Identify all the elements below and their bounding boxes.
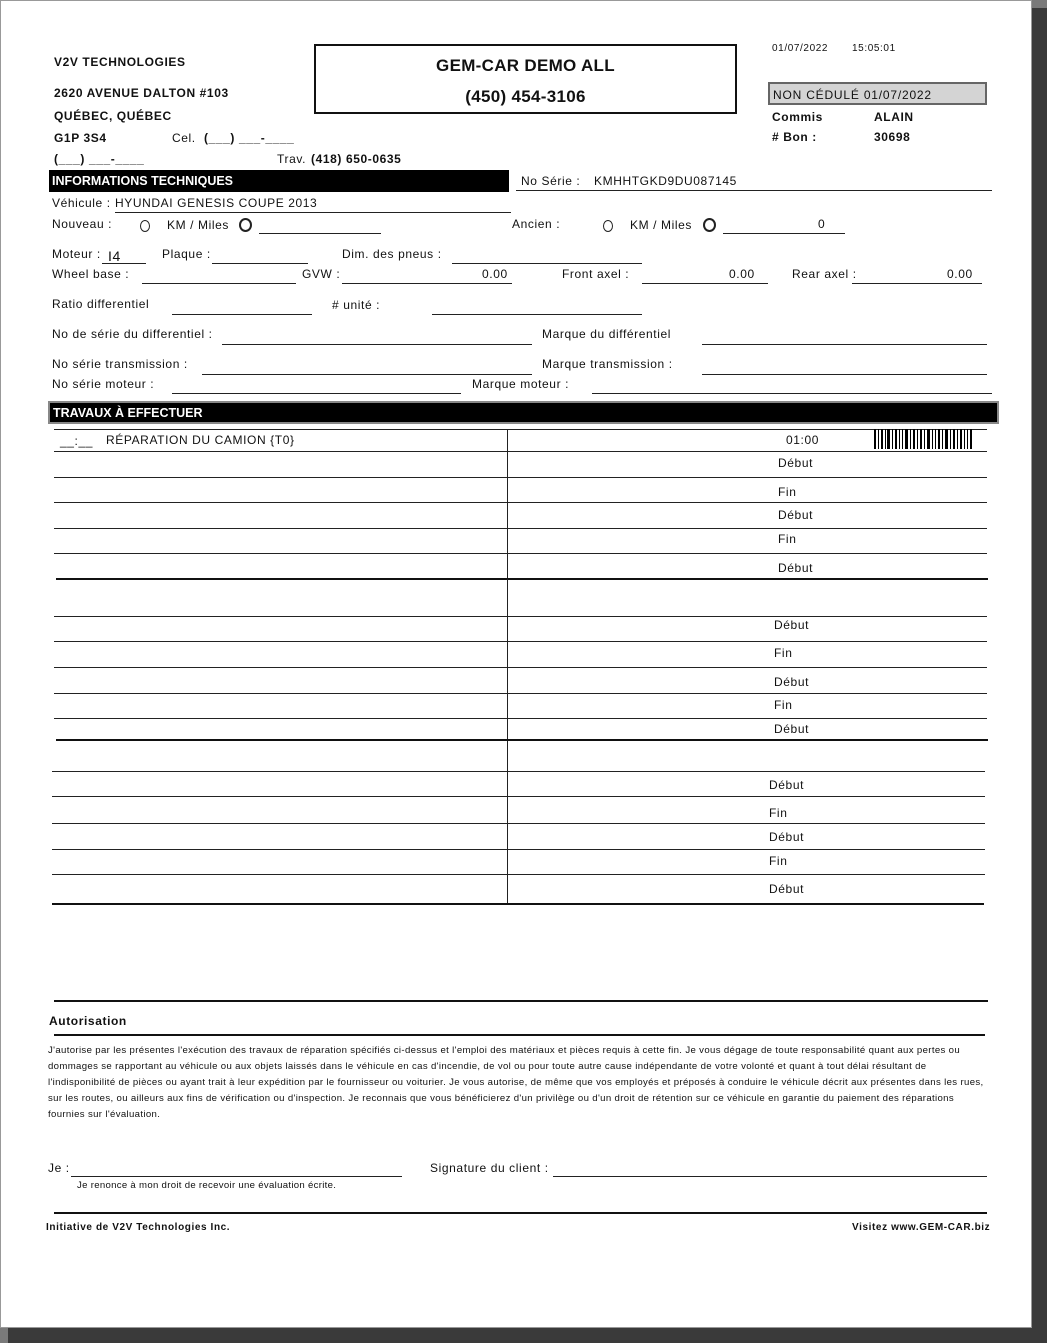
fin-label: Fin <box>769 806 788 820</box>
front-axel-value: 0.00 <box>729 267 755 281</box>
cel-value: (___) ___-____ <box>204 131 295 145</box>
ancien-value: 0 <box>818 217 826 231</box>
work-block-separator <box>56 739 988 741</box>
fin-label: Fin <box>778 485 797 499</box>
tech-info-header <box>49 170 509 192</box>
work-divider-2 <box>507 579 508 741</box>
task-description: RÉPARATION DU CAMION {T0} <box>106 433 295 447</box>
debut-label: Début <box>769 830 805 844</box>
gvw-value: 0.00 <box>482 267 508 281</box>
task-time: __:__ <box>60 434 94 448</box>
plaque-underline <box>212 263 308 264</box>
nouveau-radio-icon <box>140 220 150 232</box>
company-address: 2620 AVENUE DALTON #103 <box>54 86 229 100</box>
cel-label: Cel. <box>172 131 196 145</box>
rear-axel-label: Rear axel : <box>792 267 857 281</box>
tech-info-header-label: INFORMATIONS TECHNIQUES <box>52 174 234 188</box>
auth-title: Autorisation <box>49 1014 127 1028</box>
front-axel-underline <box>642 283 768 284</box>
front-axel-label: Front axel : <box>562 267 630 281</box>
fin-label: Fin <box>778 532 797 546</box>
debut-label: Début <box>774 722 810 736</box>
work-row-line <box>52 874 985 875</box>
trans-serial-label: No série transmission : <box>52 357 188 371</box>
ancien-underline <box>723 233 845 234</box>
moteur-label: Moteur : <box>52 247 101 261</box>
engine-serial-label: No série moteur : <box>52 377 155 391</box>
work-row-line <box>54 477 987 478</box>
work-row-line <box>52 796 985 797</box>
nouveau-km-radio-icon <box>239 218 252 232</box>
fin-label: Fin <box>769 854 788 868</box>
vehicle-value: HYUNDAI GENESIS COUPE 2013 <box>115 196 318 210</box>
auth-top-rule <box>54 1000 988 1002</box>
auth-title-rule <box>54 1034 985 1036</box>
debut-label: Début <box>769 778 805 792</box>
trans-serial-underline <box>202 374 532 375</box>
barcode-icon <box>874 429 972 449</box>
je-label: Je : <box>48 1161 70 1175</box>
work-row-line <box>54 528 987 529</box>
dealer-phone: (450) 454-3106 <box>465 87 586 106</box>
diff-brand-label: Marque du différentiel <box>542 327 672 341</box>
task-hours: 01:00 <box>786 433 820 447</box>
diff-brand-underline <box>702 344 987 345</box>
ancien-radio-icon <box>603 220 613 232</box>
ratio-underline <box>172 314 312 315</box>
nouveau-label: Nouveau : <box>52 217 113 231</box>
engine-brand-underline <box>592 393 992 394</box>
wheelbase-label: Wheel base : <box>52 267 130 281</box>
company-postal: G1P 3S4 <box>54 131 107 145</box>
serial-underline <box>516 190 992 191</box>
work-header <box>48 401 999 424</box>
status-text: NON CÉDULÉ 01/07/2022 <box>773 88 932 102</box>
footer-right: Visitez www.GEM-CAR.biz <box>852 1222 991 1233</box>
moteur-underline <box>102 263 146 264</box>
dealer-name: GEM-CAR DEMO ALL <box>436 56 615 75</box>
work-row-line <box>52 771 985 772</box>
work-row-line <box>52 823 985 824</box>
footer-rule <box>54 1212 987 1214</box>
work-row-line <box>54 718 987 719</box>
gvw-label: GVW : <box>302 267 341 281</box>
debut-label: Début <box>774 675 810 689</box>
signature-label: Signature du client : <box>430 1161 549 1175</box>
work-row-line <box>54 693 987 694</box>
print-date: 01/07/2022 <box>772 43 829 54</box>
fin-label: Fin <box>774 646 793 660</box>
vehicle-label: Véhicule : <box>52 196 111 210</box>
print-time: 15:05:01 <box>852 43 896 54</box>
nouveau-underline <box>259 233 381 234</box>
work-row-line <box>54 616 987 617</box>
footer-left: Initiative de V2V Technologies Inc. <box>46 1222 231 1233</box>
engine-brand-label: Marque moteur : <box>472 377 570 391</box>
fin-label: Fin <box>774 698 793 712</box>
work-header-label: TRAVAUX À EFFECTUER <box>53 405 203 420</box>
debut-label: Début <box>778 456 814 470</box>
trav-value: (418) 650-0635 <box>311 152 402 166</box>
work-row-line <box>54 641 987 642</box>
commis-value: ALAIN <box>874 110 914 124</box>
serial-value: KMHHTGKD9DU087145 <box>594 174 737 188</box>
bon-label: # Bon : <box>772 130 817 144</box>
ancien-km-radio-icon <box>703 218 716 232</box>
trans-brand-underline <box>702 374 987 375</box>
work-row-line <box>54 451 987 452</box>
auth-text: J'autorise par les présentes l'exécution des travaux de réparation spécifiés ci-dessus et l'emploi des matériaux et pièces requis à cette fin. Je vous dégage de toute responsabilité quant aux pertes ou dommages se rapportant au véhicule ou aux objets laissés dans le véhicule en cas d'incendie, de vol ou pour toute autre cause indépendante de votre volonté et quant à tout délai résultant de l'indisponibilité de pièces ou ayant trait à leur expédition par le fournisseur ou voiturier. Je vous autorise, de même que vos employés et préposés à conduire le véhicule décrit aux présentes dans les rues, sur les routes, ou ailleurs aux fins de vérification ou d'inspection. Je reconnais que vous bénéficierez d'un privilège ou d'un droit de rétention sur ce véhicule en garantie du paiement des réparations fournies sur l'évaluation. <box>48 1045 984 1120</box>
waiver-text: Je renonce à mon droit de recevoir une évaluation écrite. <box>77 1180 337 1191</box>
company-city: QUÉBEC, QUÉBEC <box>54 109 172 123</box>
bon-value: 30698 <box>874 130 911 144</box>
ancien-label: Ancien : <box>512 217 561 231</box>
plaque-label: Plaque : <box>162 247 211 261</box>
work-row-line <box>54 667 987 668</box>
je-underline <box>71 1176 402 1177</box>
diff-serial-underline <box>222 344 532 345</box>
work-row-line <box>54 429 987 430</box>
dealer-box <box>314 44 737 114</box>
work-block-separator <box>56 578 988 580</box>
engine-serial-underline <box>172 393 461 394</box>
work-row-line <box>52 849 985 850</box>
work-block-separator <box>52 903 984 905</box>
debut-label: Début <box>778 508 814 522</box>
rear-axel-underline <box>852 283 982 284</box>
work-row-line <box>54 553 987 554</box>
pneus-label: Dim. des pneus : <box>342 247 442 261</box>
commis-label: Commis <box>772 110 823 124</box>
status-badge <box>768 82 987 105</box>
vehicle-underline <box>115 212 511 213</box>
signature-underline <box>553 1176 987 1177</box>
trav-label: Trav. <box>277 152 306 166</box>
ratio-label: Ratio differentiel <box>52 297 150 311</box>
ancien-km-label: KM / Miles <box>630 218 693 232</box>
nouveau-km-label: KM / Miles <box>167 218 230 232</box>
moteur-value: I4 <box>108 248 121 264</box>
debut-label: Début <box>769 882 805 896</box>
work-row-line <box>54 502 987 503</box>
phone-secondary: (___) ___-____ <box>54 152 145 166</box>
unite-underline <box>432 314 642 315</box>
serial-label: No Série : <box>521 174 581 188</box>
debut-label: Début <box>774 618 810 632</box>
debut-label: Début <box>778 561 814 575</box>
company-name: V2V TECHNOLOGIES <box>54 55 186 69</box>
gvw-underline <box>342 283 512 284</box>
diff-serial-label: No de série du differentiel : <box>52 327 213 341</box>
pneus-underline <box>452 263 642 264</box>
page-shadow-bottom <box>8 1328 1047 1343</box>
wheelbase-underline <box>142 283 296 284</box>
unite-label: # unité : <box>332 298 381 312</box>
page-shadow-right <box>1032 8 1047 1343</box>
rear-axel-value: 0.00 <box>947 267 973 281</box>
trans-brand-label: Marque transmission : <box>542 357 673 371</box>
